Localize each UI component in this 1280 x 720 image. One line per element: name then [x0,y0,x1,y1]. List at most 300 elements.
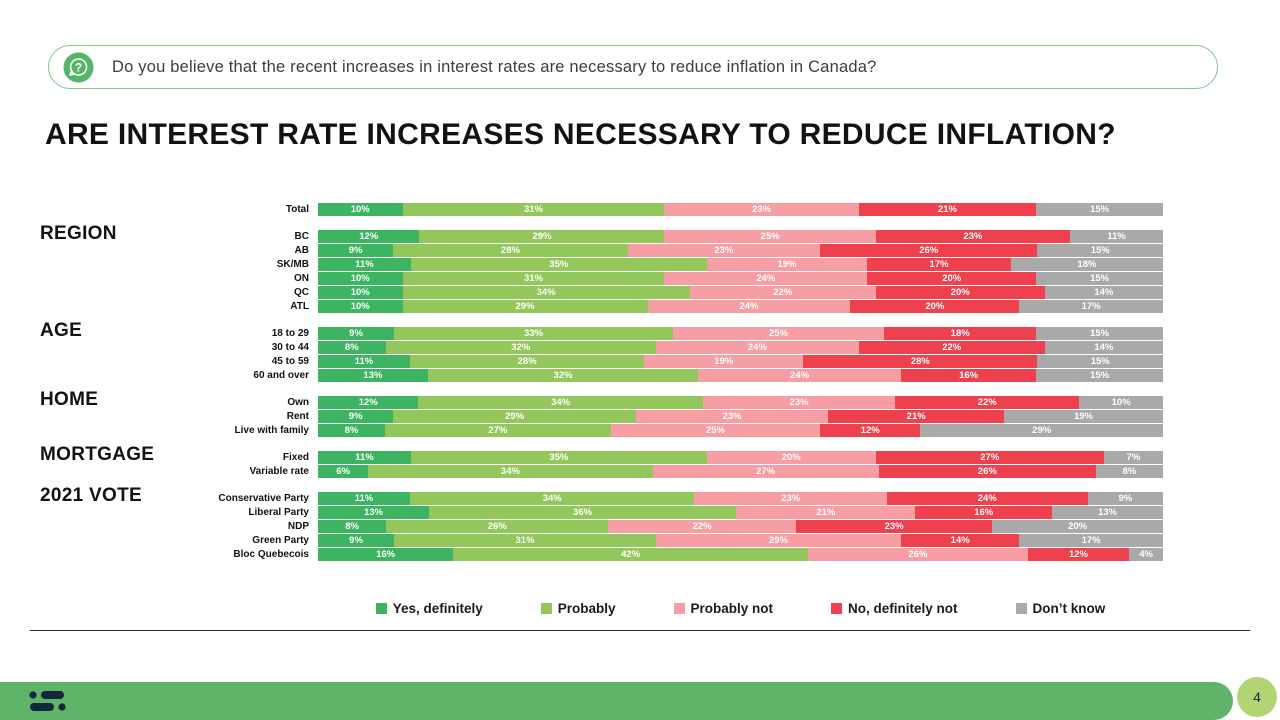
row-label: Bloc Quebecois [233,549,309,560]
segment-value: 20% [942,273,962,284]
segment-value: 10% [350,287,370,298]
bar-segment-yes-definitely [318,230,419,243]
segment-value: 29% [505,411,525,422]
bar-segment-yes-definitely [318,341,386,354]
chart-row [40,424,1163,437]
legend-swatch-icon [1016,603,1027,614]
segment-value: 26% [977,466,997,477]
segment-value: 24% [747,342,767,353]
stacked-bar-chart [40,203,1163,562]
chart-row [40,396,1163,409]
bar-segment-yes-definitely [318,424,385,437]
bar-segment-probably-not [653,465,879,478]
legend-swatch-icon [376,603,387,614]
row-bar [318,244,1163,257]
segment-value: 24% [977,493,997,504]
bar-segment-probably [429,506,736,519]
segment-value: 17% [929,259,949,270]
segment-value: 10% [350,204,370,215]
bar-segment-probably-not [698,369,901,382]
segment-value: 11% [1107,231,1126,242]
bar-segment-no-definitely-not [915,506,1052,519]
row-bar [318,286,1163,299]
row-label: ON [294,273,309,284]
bar-segment-probably-not [656,341,859,354]
segment-value: 25% [769,328,789,339]
row-label: 45 to 59 [271,356,309,367]
row-label: Live with family [234,425,309,436]
segment-value: 11% [355,452,374,463]
row-label: 18 to 29 [271,328,309,339]
group-header: AGE [40,320,83,341]
bar-segment-probably-not [808,548,1028,561]
bar-segment-probably-not [636,410,828,423]
bar-segment-probably [411,258,707,271]
bar-segment-don-t-know [1036,327,1163,340]
row-label: ATL [290,301,309,312]
row-bar [318,534,1163,547]
row-bar [318,230,1163,243]
bar-segment-no-definitely-not [876,286,1045,299]
legend-swatch-icon [831,603,842,614]
bar-segment-don-t-know [1019,300,1163,313]
row-bar [318,300,1163,313]
chart-row [40,300,1163,313]
segment-value: 23% [781,493,801,504]
segment-value: 17% [1081,301,1101,312]
segment-value: 35% [549,259,569,270]
bar-segment-no-definitely-not [879,465,1097,478]
row-bar [318,424,1163,437]
bar-segment-probably [419,230,664,243]
segment-value: 21% [937,204,957,215]
legend-swatch-icon [674,603,685,614]
bar-segment-probably-not [664,272,867,285]
row-bar [318,465,1163,478]
segment-value: 31% [523,204,543,215]
segment-value: 34% [551,397,571,408]
chart-row [40,534,1163,547]
segment-value: 32% [553,370,573,381]
segment-value: 34% [536,287,556,298]
chart-row [40,520,1163,533]
bar-segment-no-definitely-not [828,410,1004,423]
chart-row [40,230,1163,243]
bar-segment-probably-not [703,396,895,409]
bar-segment-probably [385,424,611,437]
bar-segment-yes-definitely [318,451,411,464]
legend-label: Probably not [690,601,774,616]
bar-segment-no-definitely-not [876,230,1070,243]
segment-value: 14% [950,535,970,546]
chart-row [40,355,1163,368]
row-bar [318,410,1163,423]
bar-segment-don-t-know [1052,506,1163,519]
chart-group [40,444,1163,478]
chart-row [40,548,1163,561]
segment-value: 8% [345,521,359,532]
bar-segment-probably-not [628,244,820,257]
segment-value: 24% [756,273,776,284]
segment-value: 20% [925,301,945,312]
chart-row [40,244,1163,257]
segment-value: 22% [942,342,962,353]
bar-segment-no-definitely-not [1028,548,1129,561]
segment-value: 34% [542,493,562,504]
segment-value: 31% [515,535,535,546]
segment-value: 4% [1139,549,1153,560]
bar-segment-probably [410,492,694,505]
segment-value: 12% [358,397,378,408]
bar-segment-yes-definitely [318,534,394,547]
segment-value: 23% [752,204,772,215]
bar-segment-no-definitely-not [820,244,1038,257]
row-bar [318,327,1163,340]
row-bar [318,548,1163,561]
row-bar [318,258,1163,271]
segment-value: 15% [1090,245,1110,256]
bar-segment-probably-not [736,506,915,519]
segment-value: 9% [1118,493,1133,504]
segment-value: 8% [344,342,359,353]
bar-segment-don-t-know [1004,410,1163,423]
bar-segment-no-definitely-not [901,369,1036,382]
bar-segment-probably [403,286,690,299]
segment-value: 29% [769,535,789,546]
segment-value: 12% [860,425,880,436]
bar-segment-yes-definitely [318,520,386,533]
bar-segment-yes-definitely [318,244,393,257]
bar-segment-don-t-know [1036,369,1163,382]
segment-value: 18% [950,328,970,339]
bar-segment-probably [393,410,636,423]
bar-segment-don-t-know [1019,534,1163,547]
segment-value: 14% [1094,342,1114,353]
legend-item [541,601,616,616]
chart-row [40,341,1163,354]
bar-segment-don-t-know [1088,492,1163,505]
segment-value: 19% [777,259,797,270]
bar-segment-probably-not [664,203,858,216]
bar-segment-probably-not [707,451,876,464]
bar-segment-probably [394,327,673,340]
segment-value: 9% [349,535,363,546]
segment-value: 10% [1111,397,1131,408]
segment-value: 36% [573,507,593,518]
row-label: 60 and over [253,370,309,381]
segment-value: 19% [714,356,734,367]
row-bar [318,451,1163,464]
segment-value: 22% [977,397,997,408]
bar-segment-yes-definitely [318,355,410,368]
chart-row [40,492,1163,505]
bar-segment-don-t-know [992,520,1163,533]
segment-value: 28% [500,245,520,256]
segment-value: 23% [963,231,983,242]
bar-segment-no-definitely-not [850,300,1019,313]
bar-segment-yes-definitely [318,506,429,519]
segment-value: 26% [908,549,928,560]
segment-value: 10% [350,273,370,284]
row-bar [318,396,1163,409]
bar-segment-probably-not [611,424,820,437]
bar-segment-probably-not [707,258,868,271]
bar-segment-don-t-know [1037,355,1162,368]
segment-value: 21% [816,507,836,518]
segment-value: 10% [350,301,370,312]
row-label: NDP [287,521,309,532]
segment-value: 6% [336,466,350,477]
segment-value: 27% [756,466,776,477]
survey-question-text: Do you believe that the recent increases in interest rates are necessary to reduce inflation in Canada? [112,57,877,76]
chart-group [40,485,1163,561]
bar-segment-no-definitely-not [859,341,1045,354]
chart-row [40,258,1163,271]
question-banner [48,45,1218,89]
bar-segment-probably-not [608,520,796,533]
row-label: Variable rate [249,466,309,477]
segment-value: 23% [789,397,809,408]
segment-value: 25% [705,425,725,436]
segment-value: 20% [950,287,970,298]
bar-segment-probably [368,465,652,478]
segment-value: 8% [1122,466,1137,477]
bar-segment-no-definitely-not [867,258,1011,271]
group-header: MORTGAGE [40,444,155,465]
segment-value: 12% [1068,549,1088,560]
legend-label: Don’t know [1032,601,1106,616]
segment-value: 15% [1090,204,1110,215]
segment-value: 26% [487,521,507,532]
segment-value: 35% [549,452,569,463]
bar-segment-no-definitely-not [895,396,1079,409]
segment-value: 28% [910,356,930,367]
bar-segment-probably [394,534,656,547]
bar-segment-don-t-know [1045,341,1163,354]
bar-segment-yes-definitely [318,286,403,299]
segment-value: 26% [919,245,939,256]
row-label: QC [294,287,309,298]
chart-group [40,223,1163,313]
segment-value: 34% [500,466,520,477]
bar-segment-yes-definitely [318,410,393,423]
chart-row [40,272,1163,285]
segment-value: 15% [1090,328,1110,339]
chart-row [40,451,1163,464]
row-label: BC [294,231,309,242]
bar-segment-probably [453,548,808,561]
bar-segment-don-t-know [1036,272,1163,285]
bar-segment-yes-definitely [318,369,428,382]
bar-segment-probably [418,396,702,409]
page-number-badge [1237,677,1277,717]
bar-segment-no-definitely-not [803,355,1037,368]
bar-segment-probably-not [694,492,886,505]
bar-segment-probably [403,300,648,313]
bar-segment-yes-definitely [318,492,410,505]
bar-segment-probably-not [664,230,875,243]
chart-legend [318,601,1163,616]
row-bar [318,369,1163,382]
segment-value: 23% [714,245,734,256]
row-label: 30 to 44 [271,342,309,353]
segment-value: 11% [355,259,374,270]
bar-segment-yes-definitely [318,258,411,271]
bar-segment-probably [386,520,608,533]
chart-row [40,410,1163,423]
segment-value: 29% [515,301,535,312]
chart-group [40,389,1163,437]
question-bubble-icon [63,52,94,83]
segment-value: 11% [354,356,374,367]
row-label: Total [285,204,309,215]
row-label: Fixed [282,452,309,463]
segment-value: 27% [980,452,1000,463]
segment-value: 31% [523,273,543,284]
legend-label: Yes, definitely [392,601,483,616]
chart-row [40,506,1163,519]
segment-value: 8% [344,425,359,436]
segment-value: 29% [1032,425,1052,436]
row-bar [318,506,1163,519]
segment-value: 20% [781,452,801,463]
bar-segment-probably-not [656,534,901,547]
row-label: Liberal Party [248,507,309,518]
segment-value: 27% [488,425,508,436]
bar-segment-probably [393,244,627,257]
bar-segment-no-definitely-not [884,327,1036,340]
segment-value: 15% [1090,356,1110,367]
bar-segment-yes-definitely [318,327,394,340]
segment-value: 24% [790,370,810,381]
segment-value: 16% [376,549,396,560]
chart-row [40,465,1163,478]
segment-value: 29% [532,231,552,242]
bar-segment-probably [428,369,698,382]
segment-value: 13% [1097,507,1117,518]
segment-value: 42% [621,549,641,560]
bar-segment-yes-definitely [318,548,453,561]
bar-segment-probably [403,272,665,285]
row-label: Own [287,397,309,408]
bar-segment-no-definitely-not [901,534,1019,547]
segment-value: 25% [760,231,780,242]
row-label: AB [294,245,309,256]
page-number: 4 [1253,689,1261,705]
row-bar [318,492,1163,505]
row-bar [318,355,1163,368]
page-title: ARE INTEREST RATE INCREASES NECESSARY TO REDUCE INFLATION? [45,118,1116,151]
bar-segment-probably [403,203,665,216]
segment-value: 32% [511,342,531,353]
chart-row [40,286,1163,299]
segment-value: 19% [1073,411,1093,422]
segment-value: 15% [1090,273,1110,284]
bar-segment-don-t-know [920,424,1163,437]
bar-segment-probably-not [673,327,884,340]
footer-bar [0,682,1233,720]
legend-swatch-icon [541,603,552,614]
bar-segment-yes-definitely [318,396,418,409]
group-header: REGION [40,223,117,244]
segment-value: 7% [1126,452,1141,463]
legend-label: No, definitely not [848,601,958,616]
legend-label: Probably [557,601,616,616]
row-label: SK/MB [276,259,309,270]
segment-value: 9% [349,328,363,339]
segment-value: 17% [1081,535,1101,546]
bar-segment-probably-not [644,355,803,368]
row-label: Green Party [252,535,309,546]
bar-segment-probably-not [648,300,851,313]
row-bar [318,520,1163,533]
segment-value: 13% [363,370,383,381]
segment-value: 20% [1068,521,1088,532]
bar-segment-no-definitely-not [887,492,1088,505]
bar-segment-don-t-know [1129,548,1163,561]
svg-text:?: ? [74,60,83,74]
segment-value: 23% [722,411,742,422]
legend-item [1016,601,1106,616]
row-bar [318,203,1163,216]
bar-segment-don-t-know [1011,258,1163,271]
segment-value: 16% [974,507,994,518]
segment-value: 9% [348,245,363,256]
segment-value: 9% [348,411,363,422]
segment-value: 14% [1094,287,1114,298]
bar-segment-probably [386,341,656,354]
segment-value: 15% [1090,370,1110,381]
bar-segment-don-t-know [1037,244,1162,257]
segment-value: 22% [692,521,712,532]
bar-segment-don-t-know [1045,286,1163,299]
bar-segment-probably [411,451,707,464]
group-header: HOME [40,389,99,410]
segment-value: 24% [739,301,759,312]
bar-segment-probably-not [690,286,876,299]
bar-segment-no-definitely-not [859,203,1036,216]
segment-value: 28% [517,356,537,367]
chart-row [40,203,1163,216]
group-header: 2021 VOTE [40,485,142,506]
segment-value: 12% [359,231,379,242]
row-bar [318,341,1163,354]
chart-row [40,327,1163,340]
bar-segment-don-t-know [1104,451,1163,464]
bar-segment-yes-definitely [318,465,368,478]
bar-segment-probably [410,355,644,368]
bar-segment-yes-definitely [318,272,403,285]
bar-segment-don-t-know [1036,203,1163,216]
bar-segment-yes-definitely [318,300,403,313]
segment-value: 18% [1077,259,1097,270]
segment-value: 13% [363,507,383,518]
bar-segment-no-definitely-not [820,424,920,437]
bar-segment-no-definitely-not [876,451,1104,464]
row-label: Conservative Party [218,493,309,504]
chart-group [40,203,1163,216]
legend-item [376,601,483,616]
row-label: Rent [286,411,309,422]
bar-segment-no-definitely-not [867,272,1036,285]
segment-value: 23% [884,521,904,532]
bar-segment-don-t-know [1079,396,1163,409]
bar-segment-no-definitely-not [796,520,992,533]
bar-segment-don-t-know [1070,230,1163,243]
segment-value: 16% [959,370,979,381]
chart-group [40,320,1163,382]
segment-value: 21% [906,411,926,422]
